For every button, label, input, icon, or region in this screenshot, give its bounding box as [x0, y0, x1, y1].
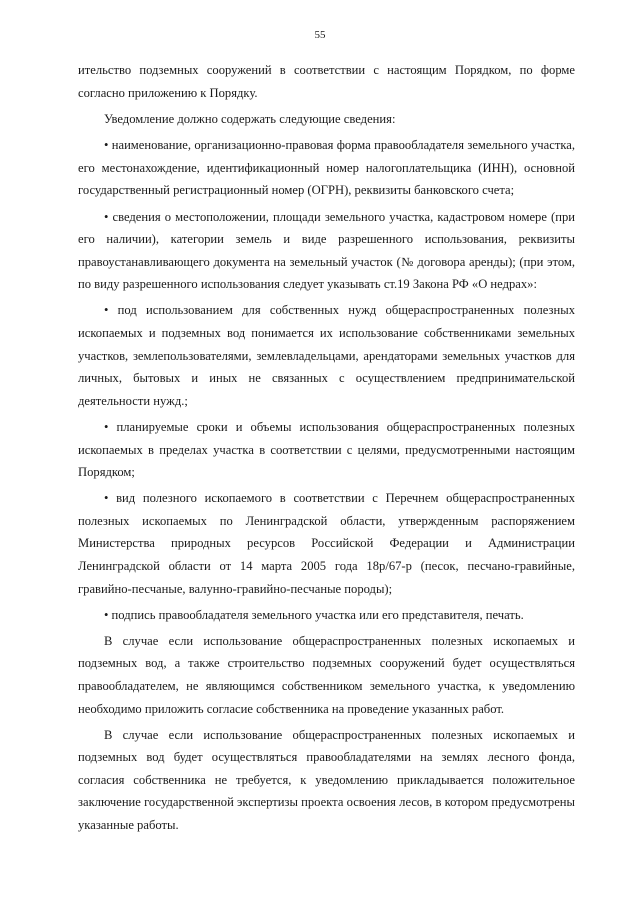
- list-item-land-plot-details: • сведения о местоположении, площади земельного участка, кадастровом номере (при его наличии), категории земель и виде разрешенного использования, реквизиты правоустанавливающего документа на земельный участок (№ договора аренды); (при этом, по виду разрешенного использования следует указывать ст.19 Закона РФ «О недрах»:: [78, 209, 575, 292]
- list-item-mineral-type: • вид полезного ископаемого в соответствии с Перечнем общераспространенных полезных ископаемых по Ленинградской области, утвержденным распоряжением Министерства природных ресурсов Российской Федерации и Администрации Ленинградской области от 14 марта 2005 года 18р/67-р (песок, песчано-гравийные, гравийно-песчаные, валунно-гравийно-песчаные породы);: [78, 491, 575, 596]
- list-item-signature: • подпись правообладателя земельного участка или его представителя, печать.: [104, 607, 524, 622]
- paragraph-continuation: ительство подземных сооружений в соответствии с настоящим Порядком, по форме согласно приложению к Порядку.: [78, 63, 575, 100]
- page-number: 55: [314, 29, 326, 41]
- paragraph-notice-intro: Уведомление должно содержать следующие сведения:: [104, 112, 396, 127]
- list-item-owner-details: • наименование, организационно-правовая форма правообладателя земельного участка, его местонахождение, идентификационный номер налогоплательщика (ИНН), основной государственный регистрационный номер (ОГРН), реквизиты банковского счета;: [78, 138, 575, 198]
- document-body: [78, 59, 575, 840]
- list-item-own-needs-definition: • под использованием для собственных нужд общераспространенных полезных ископаемых и подземных вод понимается их использование собственниками земельных участков, землепользователями, землевладельцами, арендаторами земельных участков для личных, бытовых и иных не связанных с осуществлением предпринимательской деятельности нужд.;: [78, 303, 575, 408]
- list-item-planned-terms: • планируемые сроки и объемы использования общераспространенных полезных ископаемых в пределах участка в соответствии с целями, предусмотренными настоящим Порядком;: [78, 419, 575, 480]
- paragraph-forest-fund: В случае если использование общераспространенных полезных ископаемых и подземных вод будет осуществляться правообладателями на землях лесного фонда, согласия собственника не требуется, к уведомлению прикладывается положительное заключение государственной экспертизы проекта освоения лесов, в котором предусмотрены указанные работы.: [78, 727, 575, 832]
- paragraph-owner-consent: В случае если использование общераспространенных полезных ископаемых и подземных вод, а также строительство подземных сооружений будет осуществляться правообладателем, не являющимся собственником земельного участка, к уведомлению необходимо приложить согласие собственника на проведение указанных работ.: [78, 633, 575, 716]
